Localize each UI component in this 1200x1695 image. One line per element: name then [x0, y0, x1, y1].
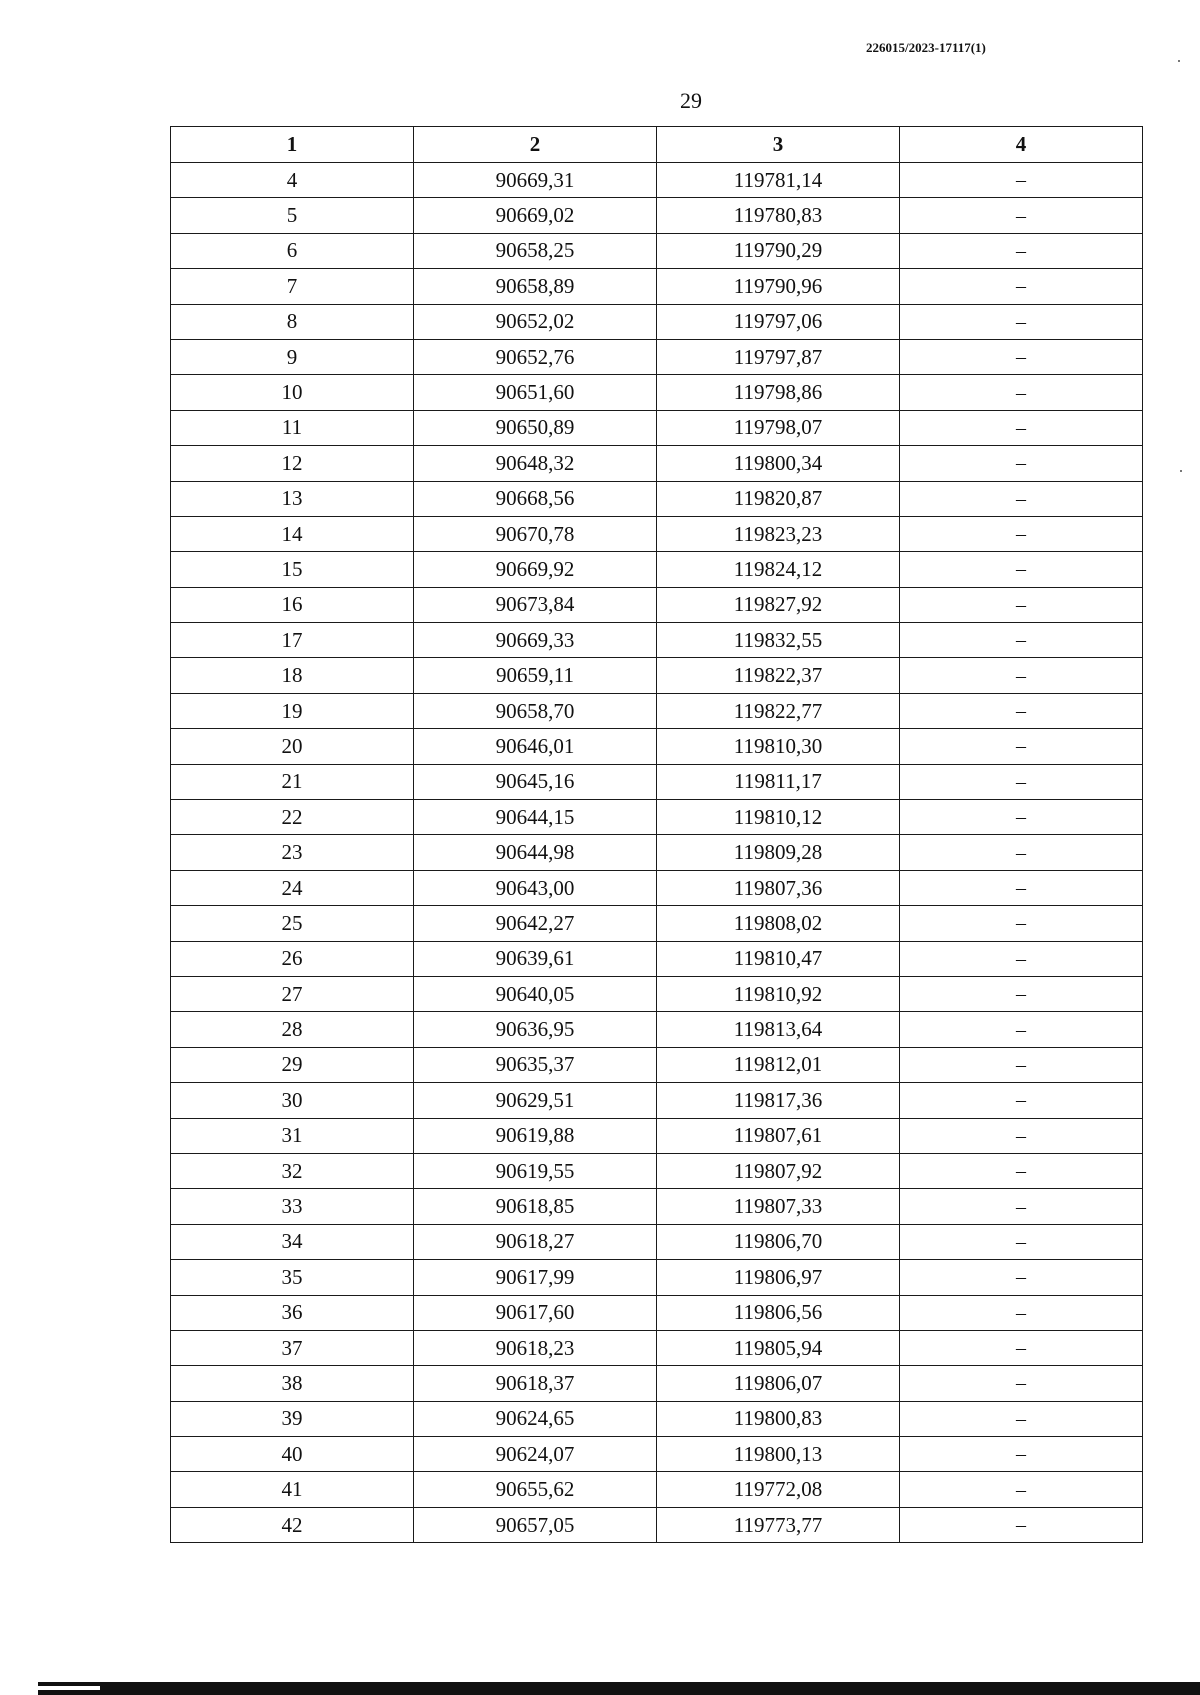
cell-point-number: 28 [171, 1012, 414, 1047]
cell-y-coordinate: 119810,30 [657, 729, 900, 764]
cell-x-coordinate: 90652,02 [414, 304, 657, 339]
cell-x-coordinate: 90640,05 [414, 976, 657, 1011]
cell-note: – [900, 1295, 1143, 1330]
cell-x-coordinate: 90648,32 [414, 446, 657, 481]
cell-x-coordinate: 90658,25 [414, 233, 657, 268]
scan-speck [1178, 60, 1180, 62]
cell-note: – [900, 870, 1143, 905]
cell-note: – [900, 976, 1143, 1011]
cell-note: – [900, 764, 1143, 799]
cell-x-coordinate: 90652,76 [414, 339, 657, 374]
cell-point-number: 36 [171, 1295, 414, 1330]
cell-x-coordinate: 90618,27 [414, 1224, 657, 1259]
cell-point-number: 22 [171, 800, 414, 835]
coordinates-table [170, 126, 1143, 1543]
cell-point-number: 6 [171, 233, 414, 268]
cell-note: – [900, 587, 1143, 622]
cell-note: – [900, 304, 1143, 339]
cell-note: – [900, 1153, 1143, 1188]
cell-y-coordinate: 119817,36 [657, 1083, 900, 1118]
cell-x-coordinate: 90618,23 [414, 1330, 657, 1365]
scan-speck [1180, 470, 1182, 472]
table-row [171, 587, 1143, 622]
cell-point-number: 38 [171, 1366, 414, 1401]
table-row [171, 1012, 1143, 1047]
cell-y-coordinate: 119832,55 [657, 623, 900, 658]
cell-note: – [900, 375, 1143, 410]
cell-note: – [900, 941, 1143, 976]
cell-note: – [900, 1047, 1143, 1082]
cell-note: – [900, 163, 1143, 198]
cell-x-coordinate: 90618,37 [414, 1366, 657, 1401]
cell-point-number: 39 [171, 1401, 414, 1436]
table-row [171, 835, 1143, 870]
cell-point-number: 9 [171, 339, 414, 374]
cell-y-coordinate: 119806,56 [657, 1295, 900, 1330]
cell-point-number: 13 [171, 481, 414, 516]
table-row [171, 375, 1143, 410]
table-row [171, 481, 1143, 516]
cell-y-coordinate: 119807,33 [657, 1189, 900, 1224]
cell-y-coordinate: 119773,77 [657, 1507, 900, 1542]
cell-note: – [900, 552, 1143, 587]
cell-x-coordinate: 90639,61 [414, 941, 657, 976]
cell-x-coordinate: 90669,92 [414, 552, 657, 587]
cell-point-number: 4 [171, 163, 414, 198]
table-row [171, 1153, 1143, 1188]
cell-x-coordinate: 90644,15 [414, 800, 657, 835]
cell-x-coordinate: 90619,88 [414, 1118, 657, 1153]
cell-x-coordinate: 90619,55 [414, 1153, 657, 1188]
cell-x-coordinate: 90658,89 [414, 269, 657, 304]
cell-x-coordinate: 90643,00 [414, 870, 657, 905]
cell-note: – [900, 835, 1143, 870]
cell-point-number: 27 [171, 976, 414, 1011]
cell-point-number: 21 [171, 764, 414, 799]
cell-point-number: 16 [171, 587, 414, 622]
table-row [171, 800, 1143, 835]
cell-point-number: 7 [171, 269, 414, 304]
cell-x-coordinate: 90618,85 [414, 1189, 657, 1224]
cell-y-coordinate: 119812,01 [657, 1047, 900, 1082]
cell-note: – [900, 623, 1143, 658]
cell-point-number: 31 [171, 1118, 414, 1153]
cell-note: – [900, 800, 1143, 835]
cell-point-number: 17 [171, 623, 414, 658]
cell-y-coordinate: 119820,87 [657, 481, 900, 516]
cell-y-coordinate: 119805,94 [657, 1330, 900, 1365]
cell-x-coordinate: 90673,84 [414, 587, 657, 622]
cell-x-coordinate: 90636,95 [414, 1012, 657, 1047]
table-row [171, 1260, 1143, 1295]
cell-y-coordinate: 119807,36 [657, 870, 900, 905]
document-id: 226015/2023-17117(1) [866, 40, 986, 55]
cell-y-coordinate: 119810,12 [657, 800, 900, 835]
table-row [171, 446, 1143, 481]
cell-x-coordinate: 90669,33 [414, 623, 657, 658]
cell-note: – [900, 481, 1143, 516]
cell-note: – [900, 693, 1143, 728]
cell-note: – [900, 516, 1143, 551]
column-header-3: 3 [657, 127, 900, 163]
column-header-2: 2 [414, 127, 657, 163]
cell-point-number: 41 [171, 1472, 414, 1507]
cell-y-coordinate: 119811,17 [657, 764, 900, 799]
cell-y-coordinate: 119809,28 [657, 835, 900, 870]
table-row [171, 1189, 1143, 1224]
table-row [171, 304, 1143, 339]
column-header-4: 4 [900, 127, 1143, 163]
cell-point-number: 32 [171, 1153, 414, 1188]
cell-y-coordinate: 119822,77 [657, 693, 900, 728]
cell-note: – [900, 1437, 1143, 1472]
cell-note: – [900, 198, 1143, 233]
cell-y-coordinate: 119807,61 [657, 1118, 900, 1153]
cell-note: – [900, 1507, 1143, 1542]
cell-y-coordinate: 119772,08 [657, 1472, 900, 1507]
cell-point-number: 20 [171, 729, 414, 764]
cell-note: – [900, 1366, 1143, 1401]
table-row [171, 870, 1143, 905]
cell-note: – [900, 446, 1143, 481]
cell-y-coordinate: 119797,06 [657, 304, 900, 339]
cell-y-coordinate: 119810,47 [657, 941, 900, 976]
cell-y-coordinate: 119824,12 [657, 552, 900, 587]
cell-x-coordinate: 90644,98 [414, 835, 657, 870]
cell-point-number: 14 [171, 516, 414, 551]
table-row [171, 198, 1143, 233]
cell-point-number: 18 [171, 658, 414, 693]
table-row [171, 1507, 1143, 1542]
cell-x-coordinate: 90651,60 [414, 375, 657, 410]
cell-x-coordinate: 90650,89 [414, 410, 657, 445]
table-body [171, 163, 1143, 1543]
table-header [171, 127, 1143, 163]
cell-point-number: 35 [171, 1260, 414, 1295]
cell-note: – [900, 1401, 1143, 1436]
cell-note: – [900, 233, 1143, 268]
table-row [171, 729, 1143, 764]
table-row [171, 906, 1143, 941]
coordinates-table-container [170, 126, 1143, 1543]
cell-point-number: 40 [171, 1437, 414, 1472]
cell-y-coordinate: 119790,96 [657, 269, 900, 304]
cell-x-coordinate: 90670,78 [414, 516, 657, 551]
cell-y-coordinate: 119806,97 [657, 1260, 900, 1295]
table-row [171, 623, 1143, 658]
cell-note: – [900, 1472, 1143, 1507]
table-row [171, 1366, 1143, 1401]
cell-y-coordinate: 119798,07 [657, 410, 900, 445]
cell-point-number: 24 [171, 870, 414, 905]
cell-x-coordinate: 90617,99 [414, 1260, 657, 1295]
cell-x-coordinate: 90629,51 [414, 1083, 657, 1118]
table-row [171, 941, 1143, 976]
cell-y-coordinate: 119780,83 [657, 198, 900, 233]
cell-point-number: 30 [171, 1083, 414, 1118]
cell-point-number: 37 [171, 1330, 414, 1365]
table-row [171, 1295, 1143, 1330]
table-row [171, 693, 1143, 728]
cell-point-number: 26 [171, 941, 414, 976]
cell-note: – [900, 1330, 1143, 1365]
scan-edge-bar [38, 1682, 1200, 1695]
cell-y-coordinate: 119800,34 [657, 446, 900, 481]
cell-note: – [900, 1083, 1143, 1118]
cell-point-number: 10 [171, 375, 414, 410]
table-header-row [171, 127, 1143, 163]
cell-note: – [900, 269, 1143, 304]
cell-y-coordinate: 119800,83 [657, 1401, 900, 1436]
cell-point-number: 11 [171, 410, 414, 445]
cell-y-coordinate: 119823,23 [657, 516, 900, 551]
cell-x-coordinate: 90624,07 [414, 1437, 657, 1472]
cell-x-coordinate: 90645,16 [414, 764, 657, 799]
table-row [171, 1437, 1143, 1472]
cell-note: – [900, 1260, 1143, 1295]
table-row [171, 658, 1143, 693]
cell-x-coordinate: 90658,70 [414, 693, 657, 728]
table-row [171, 410, 1143, 445]
cell-point-number: 23 [171, 835, 414, 870]
cell-note: – [900, 410, 1143, 445]
cell-x-coordinate: 90669,31 [414, 163, 657, 198]
cell-note: – [900, 658, 1143, 693]
cell-y-coordinate: 119810,92 [657, 976, 900, 1011]
cell-note: – [900, 1012, 1143, 1047]
cell-y-coordinate: 119798,86 [657, 375, 900, 410]
page-number: 29 [680, 88, 702, 113]
cell-note: – [900, 339, 1143, 374]
cell-x-coordinate: 90659,11 [414, 658, 657, 693]
cell-x-coordinate: 90642,27 [414, 906, 657, 941]
cell-note: – [900, 1189, 1143, 1224]
table-row [171, 1224, 1143, 1259]
cell-point-number: 25 [171, 906, 414, 941]
cell-y-coordinate: 119813,64 [657, 1012, 900, 1047]
cell-point-number: 33 [171, 1189, 414, 1224]
table-row [171, 1472, 1143, 1507]
cell-y-coordinate: 119807,92 [657, 1153, 900, 1188]
cell-point-number: 42 [171, 1507, 414, 1542]
cell-point-number: 12 [171, 446, 414, 481]
cell-point-number: 34 [171, 1224, 414, 1259]
page-number-container [0, 88, 1200, 114]
cell-y-coordinate: 119806,07 [657, 1366, 900, 1401]
table-row [171, 339, 1143, 374]
cell-note: – [900, 906, 1143, 941]
table-row [171, 1401, 1143, 1436]
cell-y-coordinate: 119827,92 [657, 587, 900, 622]
cell-x-coordinate: 90617,60 [414, 1295, 657, 1330]
cell-y-coordinate: 119790,29 [657, 233, 900, 268]
cell-point-number: 29 [171, 1047, 414, 1082]
table-row [171, 1118, 1143, 1153]
cell-y-coordinate: 119781,14 [657, 163, 900, 198]
cell-x-coordinate: 90646,01 [414, 729, 657, 764]
cell-y-coordinate: 119800,13 [657, 1437, 900, 1472]
column-header-1: 1 [171, 127, 414, 163]
cell-y-coordinate: 119806,70 [657, 1224, 900, 1259]
cell-x-coordinate: 90655,62 [414, 1472, 657, 1507]
table-row [171, 1083, 1143, 1118]
cell-point-number: 15 [171, 552, 414, 587]
cell-x-coordinate: 90669,02 [414, 198, 657, 233]
table-row [171, 764, 1143, 799]
cell-x-coordinate: 90624,65 [414, 1401, 657, 1436]
cell-x-coordinate: 90668,56 [414, 481, 657, 516]
cell-point-number: 5 [171, 198, 414, 233]
table-row [171, 976, 1143, 1011]
cell-y-coordinate: 119808,02 [657, 906, 900, 941]
table-row [171, 233, 1143, 268]
table-row [171, 1330, 1143, 1365]
cell-note: – [900, 1118, 1143, 1153]
table-row [171, 269, 1143, 304]
table-row [171, 552, 1143, 587]
cell-y-coordinate: 119797,87 [657, 339, 900, 374]
cell-point-number: 19 [171, 693, 414, 728]
table-row [171, 516, 1143, 551]
cell-x-coordinate: 90635,37 [414, 1047, 657, 1082]
scan-edge-bar-tip [30, 1686, 100, 1690]
cell-note: – [900, 729, 1143, 764]
table-row [171, 1047, 1143, 1082]
table-row [171, 163, 1143, 198]
cell-note: – [900, 1224, 1143, 1259]
cell-point-number: 8 [171, 304, 414, 339]
cell-y-coordinate: 119822,37 [657, 658, 900, 693]
cell-x-coordinate: 90657,05 [414, 1507, 657, 1542]
